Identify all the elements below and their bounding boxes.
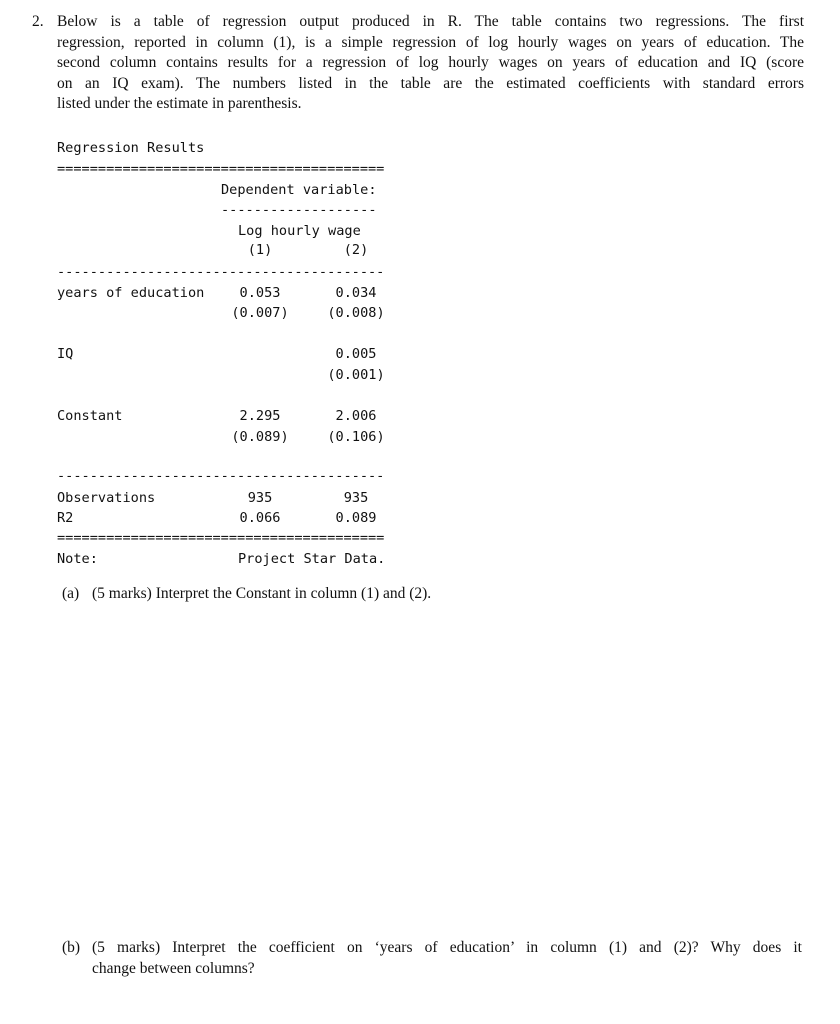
- dependent-variable-name: Log hourly wage: [238, 223, 361, 239]
- column-1-label: (1): [247, 242, 273, 258]
- question-2: [32, 12, 804, 115]
- coef-constant-2: 2.006: [335, 408, 377, 424]
- question-line: Below is a table of regression output produced in R. The table contains two regressions. The first: [57, 13, 804, 30]
- part-a-label: (a): [62, 585, 80, 602]
- row-label-iq: IQ: [57, 346, 74, 362]
- part-b-line: (5 marks) Interpret the coefficient on ‘years of education’ in column (1) and (2)? Why does it: [92, 939, 802, 956]
- part-a-text: (5 marks) Interpret the Constant in column (1) and (2).: [92, 585, 432, 602]
- se-education-2: (0.008): [327, 305, 385, 321]
- question-number: 2.: [32, 13, 44, 30]
- part-b-line: change between columns?: [92, 960, 255, 977]
- stat-r2-1: 0.066: [239, 510, 281, 526]
- question-line: listed under the estimate in parenthesis.: [57, 95, 302, 113]
- table-title: Regression Results: [57, 140, 205, 156]
- part-a: [62, 583, 802, 604]
- part-b: [62, 937, 802, 979]
- part-b-text: [92, 937, 802, 979]
- se-constant-2: (0.106): [327, 429, 385, 445]
- se-iq-2: (0.001): [327, 367, 385, 383]
- se-constant-1: (0.089): [231, 429, 289, 445]
- question-line: on an IQ exam). The numbers listed in the table are the estimated coefficients with standard errors: [57, 74, 804, 92]
- table-header-rule: ----------------------------------------: [57, 264, 385, 280]
- stat-label-observations: Observations: [57, 490, 156, 506]
- part-b-label: (b): [62, 939, 81, 956]
- coef-education-1: 0.053: [239, 285, 281, 301]
- coef-constant-1: 2.295: [239, 408, 281, 424]
- question-text: [57, 12, 804, 115]
- row-label-constant: Constant: [57, 408, 123, 424]
- stat-observations-2: 935: [343, 490, 369, 506]
- row-label-education: years of education: [57, 285, 205, 301]
- question-line: regression, reported in column (1), is a simple regression of log hourly wages on years of education. The: [57, 33, 804, 51]
- note-text: Project Star Data.: [238, 551, 386, 567]
- coef-iq-2: 0.005: [335, 346, 377, 362]
- stat-observations-1: 935: [247, 490, 273, 506]
- note-label: Note:: [57, 551, 98, 567]
- table-bottom-rule: ========================================: [57, 530, 385, 546]
- column-2-label: (2): [343, 242, 369, 258]
- stat-label-r2: R2: [57, 510, 74, 526]
- table-stats-rule: ----------------------------------------: [57, 468, 385, 484]
- question-line: second column contains results for a regression of log hourly wages on years of education and IQ (score: [57, 54, 804, 72]
- coef-education-2: 0.034: [335, 285, 377, 301]
- se-education-1: (0.007): [231, 305, 289, 321]
- table-top-rule: ========================================: [57, 161, 385, 177]
- dependent-variable-rule: -------------------: [221, 202, 377, 218]
- dependent-variable-header: Dependent variable:: [221, 182, 377, 198]
- stat-r2-2: 0.089: [335, 510, 377, 526]
